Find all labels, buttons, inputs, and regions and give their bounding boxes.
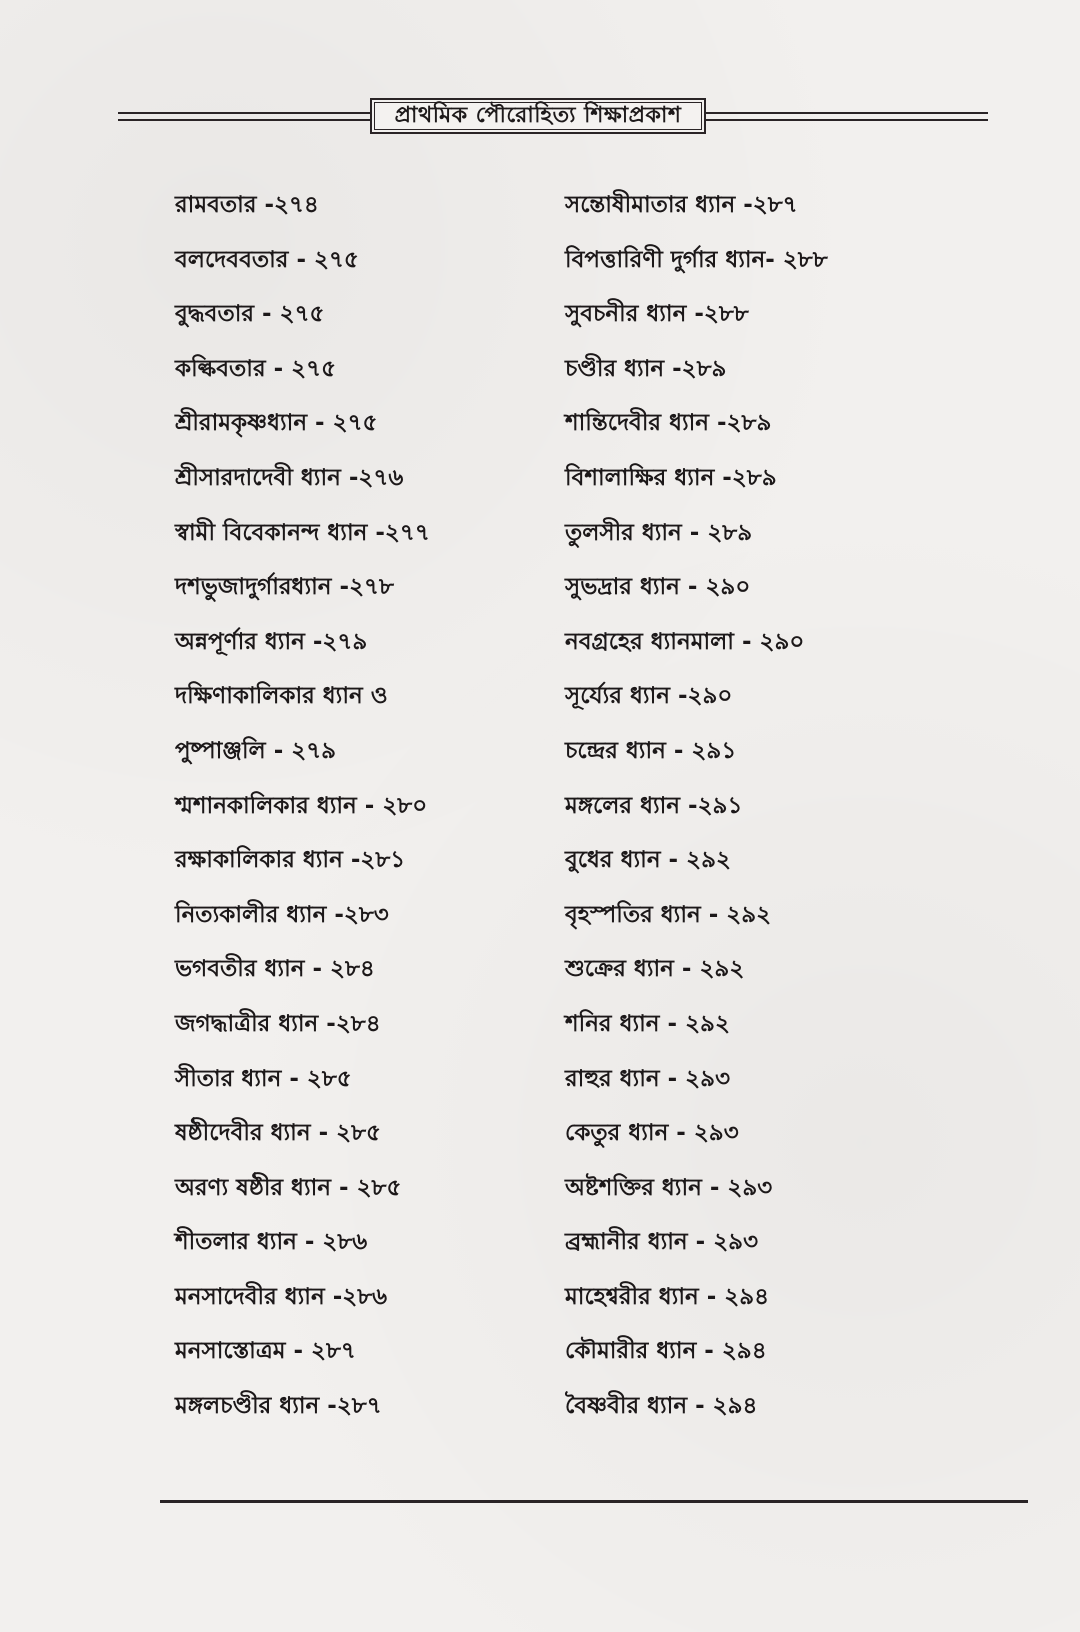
contents-entry: রাহুর ধ্যান - ২৯৩ xyxy=(565,1065,731,1092)
contents-entry: সুবচনীর ধ্যান -২৮৮ xyxy=(565,301,749,328)
book-title: প্রাথমিক পৌরোহিত্য শিক্ষাপ্রকাশ xyxy=(394,102,682,128)
contents-entry: বিপত্তারিণী দুর্গার ধ্যান- ২৮৮ xyxy=(565,246,828,273)
contents-entry: শান্তিদেবীর ধ্যান -২৮৯ xyxy=(565,410,772,437)
contents-right-column xyxy=(565,178,965,1434)
contents-entry: শ্রীরামকৃষ্ণধ্যান - ২৭৫ xyxy=(175,410,378,437)
contents-entry: মঙ্গলের ধ্যান -২৯১ xyxy=(565,792,743,819)
contents-entry: নিত্যকালীর ধ্যান -২৮৩ xyxy=(175,901,389,928)
contents-entry: শ্রীসারদাদেবী ধ্যান -২৭৬ xyxy=(175,464,404,491)
contents-entry: কৌমারীর ধ্যান - ২৯৪ xyxy=(565,1338,767,1365)
contents-entry: বুধের ধ্যান - ২৯২ xyxy=(565,847,731,874)
header-rule-left xyxy=(118,112,370,121)
contents-entry: বলদেববতার - ২৭৫ xyxy=(175,246,359,273)
contents-entry: অরণ্য ষষ্ঠীর ধ্যান - ২৮৫ xyxy=(175,1174,402,1201)
contents-entry: কল্কিবতার - ২৭৫ xyxy=(175,355,336,382)
contents-entry: বৈষ্ণবীর ধ্যান - ২৯৪ xyxy=(565,1393,758,1420)
contents-entry: চন্দ্রের ধ্যান - ২৯১ xyxy=(565,737,737,764)
contents-entry: বৃহস্পতির ধ্যান - ২৯২ xyxy=(565,901,772,928)
contents-entry: জগদ্ধাত্রীর ধ্যান -২৮৪ xyxy=(175,1010,381,1037)
contents-entry: নবগ্রহের ধ্যানমালা - ২৯০ xyxy=(565,628,805,655)
contents-entry: স্বামী বিবেকানন্দ ধ্যান -২৭৭ xyxy=(175,519,430,546)
contents-entry: শনির ধ্যান - ২৯২ xyxy=(565,1010,730,1037)
page-header xyxy=(118,98,988,138)
contents-entry: বিশালাক্ষির ধ্যান -২৮৯ xyxy=(565,464,777,491)
contents-entry: ভগবতীর ধ্যান - ২৮৪ xyxy=(175,956,375,983)
contents-entry: সূর্য্যের ধ্যান -২৯০ xyxy=(565,683,733,710)
contents-entry: মাহেশ্বরীর ধ্যান - ২৯৪ xyxy=(565,1283,770,1310)
contents-entry: সুভদ্রার ধ্যান - ২৯০ xyxy=(565,574,751,601)
contents-entry: অষ্টশক্তির ধ্যান - ২৯৩ xyxy=(565,1174,773,1201)
contents-entry: শীতলার ধ্যান - ২৮৬ xyxy=(175,1229,368,1256)
contents-entry: মনসাদেবীর ধ্যান -২৮৬ xyxy=(175,1283,388,1310)
contents-entry: দশভুজাদুর্গারধ্যান -২৭৮ xyxy=(175,574,394,601)
footer-rule xyxy=(160,1500,1028,1503)
contents-entry: অন্নপূর্ণার ধ্যান -২৭৯ xyxy=(175,628,368,655)
contents-entry: তুলসীর ধ্যান - ২৮৯ xyxy=(565,519,753,546)
contents-entry: ষষ্ঠীদেবীর ধ্যান - ২৮৫ xyxy=(175,1120,381,1147)
contents-entry: মনসাস্তোত্রম - ২৮৭ xyxy=(175,1338,356,1365)
contents-entry: দক্ষিণাকালিকার ধ্যান ও xyxy=(175,683,388,710)
contents-entry: শ্মশানকালিকার ধ্যান - ২৮০ xyxy=(175,792,428,819)
contents-entry: বুদ্ধবতার - ২৭৫ xyxy=(175,301,325,328)
contents-entry: রামবতার -২৭৪ xyxy=(175,192,319,218)
contents-entry: চণ্ডীর ধ্যান -২৮৯ xyxy=(565,355,727,382)
contents-entry: পুষ্পাঞ্জলি - ২৭৯ xyxy=(175,737,337,764)
contents-entry: শুক্রের ধ্যান - ২৯২ xyxy=(565,956,745,983)
contents-entry: রক্ষাকালিকার ধ্যান -২৮১ xyxy=(175,847,406,874)
contents-entry: মঙ্গলচণ্ডীর ধ্যান -২৮৭ xyxy=(175,1393,382,1420)
contents-left-column xyxy=(175,178,535,1434)
contents-entry: কেতুর ধ্যান - ২৯৩ xyxy=(565,1120,739,1147)
contents-entry: সন্তোষীমাতার ধ্যান -২৮৭ xyxy=(565,192,798,218)
contents-entry: ব্রহ্মানীর ধ্যান - ২৯৩ xyxy=(565,1229,759,1256)
header-title-box xyxy=(370,98,706,134)
contents-entry: সীতার ধ্যান - ২৮৫ xyxy=(175,1065,352,1092)
header-rule-right xyxy=(706,112,988,121)
